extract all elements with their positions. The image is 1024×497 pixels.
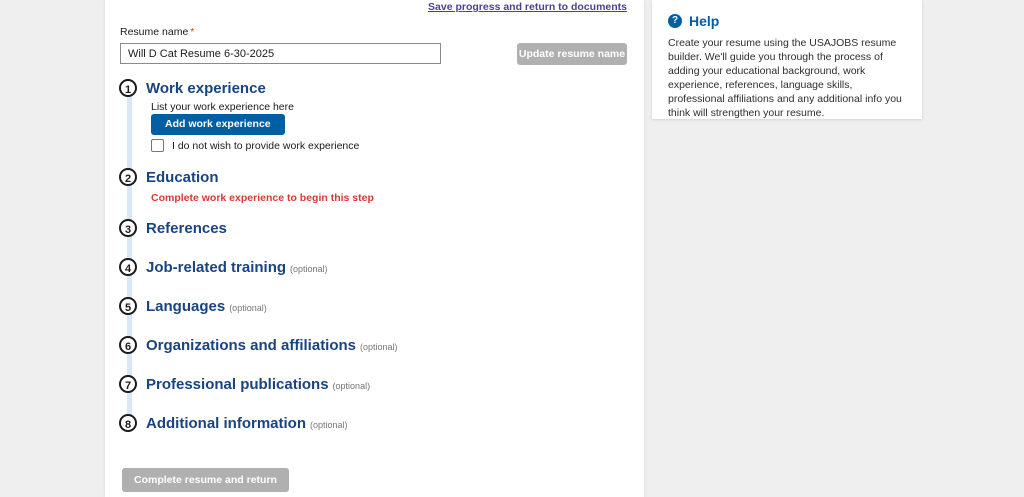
help-body-text: Create your resume using the USAJOBS resume builder. We'll guide you through the process of adding your educational background, work experience, references, language skills, professional affiliations and any additional info you think will strengthen your resume. [668,37,902,120]
save-progress-link[interactable]: Save progress and return to documents [428,1,627,13]
resume-name-label-text: Resume name [120,26,189,38]
step-5-optional-tag: (optional) [229,302,267,313]
complete-resume-button[interactable]: Complete resume and return [122,468,289,492]
update-resume-name-button[interactable]: Update resume name [517,43,627,65]
help-title: Help [689,13,720,29]
step-7-title [146,376,370,393]
step-6-optional-tag: (optional) [360,341,398,352]
help-panel [652,0,922,119]
step-1-circle: 1 [119,79,137,97]
step-2-circle: 2 [119,168,137,186]
step-languages [119,297,267,315]
resume-name-label [120,26,194,38]
add-work-experience-button[interactable]: Add work experience [151,114,285,135]
step-4-title [146,259,328,276]
step-additional-information [119,414,348,432]
step-8-title-text: Additional information [146,414,306,432]
step-2-title: Education [146,168,219,186]
step-7-circle: 7 [119,375,137,393]
step-professional-publications [119,375,370,393]
education-locked-message: Complete work experience to begin this step [151,192,374,204]
step-3-title: References [146,219,227,237]
step-references [119,219,227,237]
step-organizations-affiliations [119,336,398,354]
step-8-optional-tag: (optional) [309,419,348,430]
step-4-title-text: Job-related training [146,258,287,276]
step-5-title [146,298,267,315]
step-3-circle: 3 [119,219,137,237]
step-4-circle: 4 [119,258,137,276]
step-6-circle: 6 [119,336,137,354]
no-work-experience-checkbox[interactable] [151,139,164,152]
step-6-title-text: Organizations and affiliations [146,336,357,354]
required-asterisk: * [190,26,195,38]
step-4-optional-tag: (optional) [290,263,328,274]
step-7-optional-tag: (optional) [332,380,371,391]
question-circle-icon: ? [668,14,682,28]
step-job-related-training [119,258,328,276]
step-7-title-text: Professional publications [146,375,329,393]
resume-name-input[interactable] [120,43,441,64]
step-work-experience [119,79,266,97]
step-8-circle: 8 [119,414,137,432]
step-6-title [146,337,398,354]
step-5-title-text: Languages [146,297,226,315]
step-5-circle: 5 [119,297,137,315]
no-work-experience-label: I do not wish to provide work experience [172,139,360,152]
work-experience-description: List your work experience here [151,101,294,113]
help-header [668,13,906,29]
resume-builder-panel [105,0,644,497]
step-1-title: Work experience [146,79,266,97]
step-education [119,168,219,186]
step-8-title [146,415,348,432]
no-work-experience-checkbox-row[interactable] [151,139,359,152]
